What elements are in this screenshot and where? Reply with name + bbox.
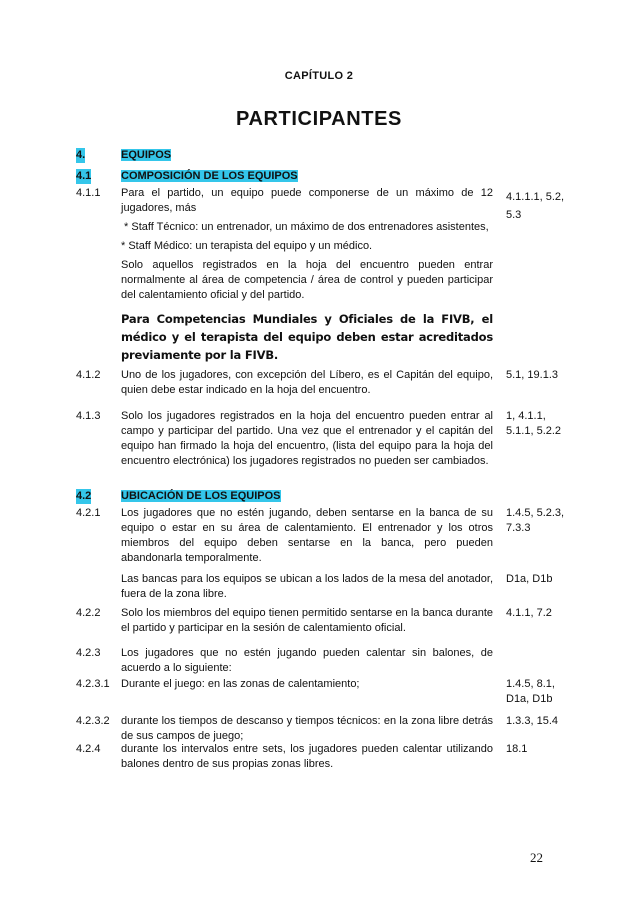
rule-reference: 4.1.1, 7.2 [506, 607, 552, 619]
rule-number: 4.2.4 [76, 743, 101, 755]
rule-reference: 1.3.3, 15.4 [506, 715, 558, 727]
rule-reference: 4.1.1.1, 5.2, 5.3 [506, 191, 565, 221]
rule-paragraph: Para el partido, un equipo puede componerse de un máximo de 12 jugadores, más [121, 187, 493, 214]
rule-text [121, 186, 493, 364]
rule-text [121, 506, 493, 602]
rule-reference: 5.1, 19.1.3 [506, 369, 558, 381]
section-number: 4.2 [76, 490, 92, 502]
rule-paragraph: * Staff Técnico: un entrenador, un máximo de dos entrenadores asistentes, [121, 221, 489, 233]
rule-reference: 1.4.5, 8.1, D1a, D1b [506, 678, 555, 705]
rule-number: 4.2.3.1 [76, 678, 110, 690]
rule-text: Solo los jugadores registrados en la hoja del encuentro pueden entrar al campo y participar del partido. Una vez que el entrenador y el capitán del equipo han firmado la hoja del encuentro, (lista del equipo para la hoja del encuentro electrónica) los jugadores registrados no pueden ser cambiados. [121, 410, 493, 467]
page-number: 22 [530, 850, 543, 865]
rule-bold-paragraph: Para Competencias Mundiales y Oficiales de la FIVB, el médico y el terapista del equipo deben estar acreditados previamente por la FIVB. [121, 312, 493, 362]
rule-number: 4.1.3 [76, 410, 101, 422]
rule-text: Solo los miembros del equipo tienen permitido sentarse en la banca durante el partido y participar en la sesión de calentamiento oficial. [121, 607, 493, 634]
rule-text: Los jugadores que no estén jugando pueden calentar sin balones, de acuerdo a lo siguiente: [121, 647, 493, 674]
rule-paragraph: * Staff Médico: un terapista del equipo y un médico. [121, 240, 373, 252]
rule-reference: 1.4.5, 5.2.3, 7.3.3 [506, 507, 565, 534]
section-label: UBICACIÓN DE LOS EQUIPOS [121, 490, 281, 502]
section-number: 4. [76, 149, 86, 161]
rule-number: 4.2.1 [76, 507, 101, 519]
section-label: COMPOSICIÓN DE LOS EQUIPOS [121, 170, 298, 182]
rule-paragraph: Los jugadores que no estén jugando, deben sentarse en la banca de su equipo o estar en su área de calentamiento. El entrenador y los otros miembros del equipo deben sentarse en la banca, pero pueden abandonarla temporalmente. [121, 507, 493, 564]
rule-reference: 18.1 [506, 743, 528, 755]
rule-number: 4.2.3.2 [76, 715, 110, 727]
rule-text: Durante el juego: en las zonas de calentamiento; [121, 678, 360, 690]
rule-text: durante los tiempos de descanso y tiempos técnicos: en la zona libre detrás de sus campos de juego; [121, 715, 493, 742]
rule-number: 4.1.2 [76, 369, 101, 381]
rule-reference: D1a, D1b [506, 573, 553, 585]
rule-number: 4.1.1 [76, 187, 101, 199]
rule-number: 4.2.3 [76, 647, 101, 659]
chapter-heading: CAPÍTULO 2 [284, 70, 354, 82]
rule-reference: 1, 4.1.1, 5.1.1, 5.2.2 [506, 410, 562, 437]
rule-text: durante los intervalos entre sets, los jugadores pueden calentar utilizando balones dentro de sus propias zonas libres. [121, 743, 493, 770]
rule-paragraph: Las bancas para los equipos se ubican a los lados de la mesa del anotador, fuera de la zona libre. [121, 573, 493, 600]
section-label: EQUIPOS [121, 149, 172, 161]
rule-number: 4.2.2 [76, 607, 101, 619]
rule-paragraph: Solo aquellos registrados en la hoja del encuentro pueden entrar normalmente al área de competencia / área de control y pueden participar del calentamiento oficial y del partido. [121, 259, 493, 301]
section-number: 4.1 [76, 170, 92, 182]
rule-text: Uno de los jugadores, con excepción del Líbero, es el Capitán del equipo, quien debe estar indicado en la hoja del encuentro. [121, 369, 493, 396]
page-title: PARTICIPANTES [236, 108, 402, 130]
